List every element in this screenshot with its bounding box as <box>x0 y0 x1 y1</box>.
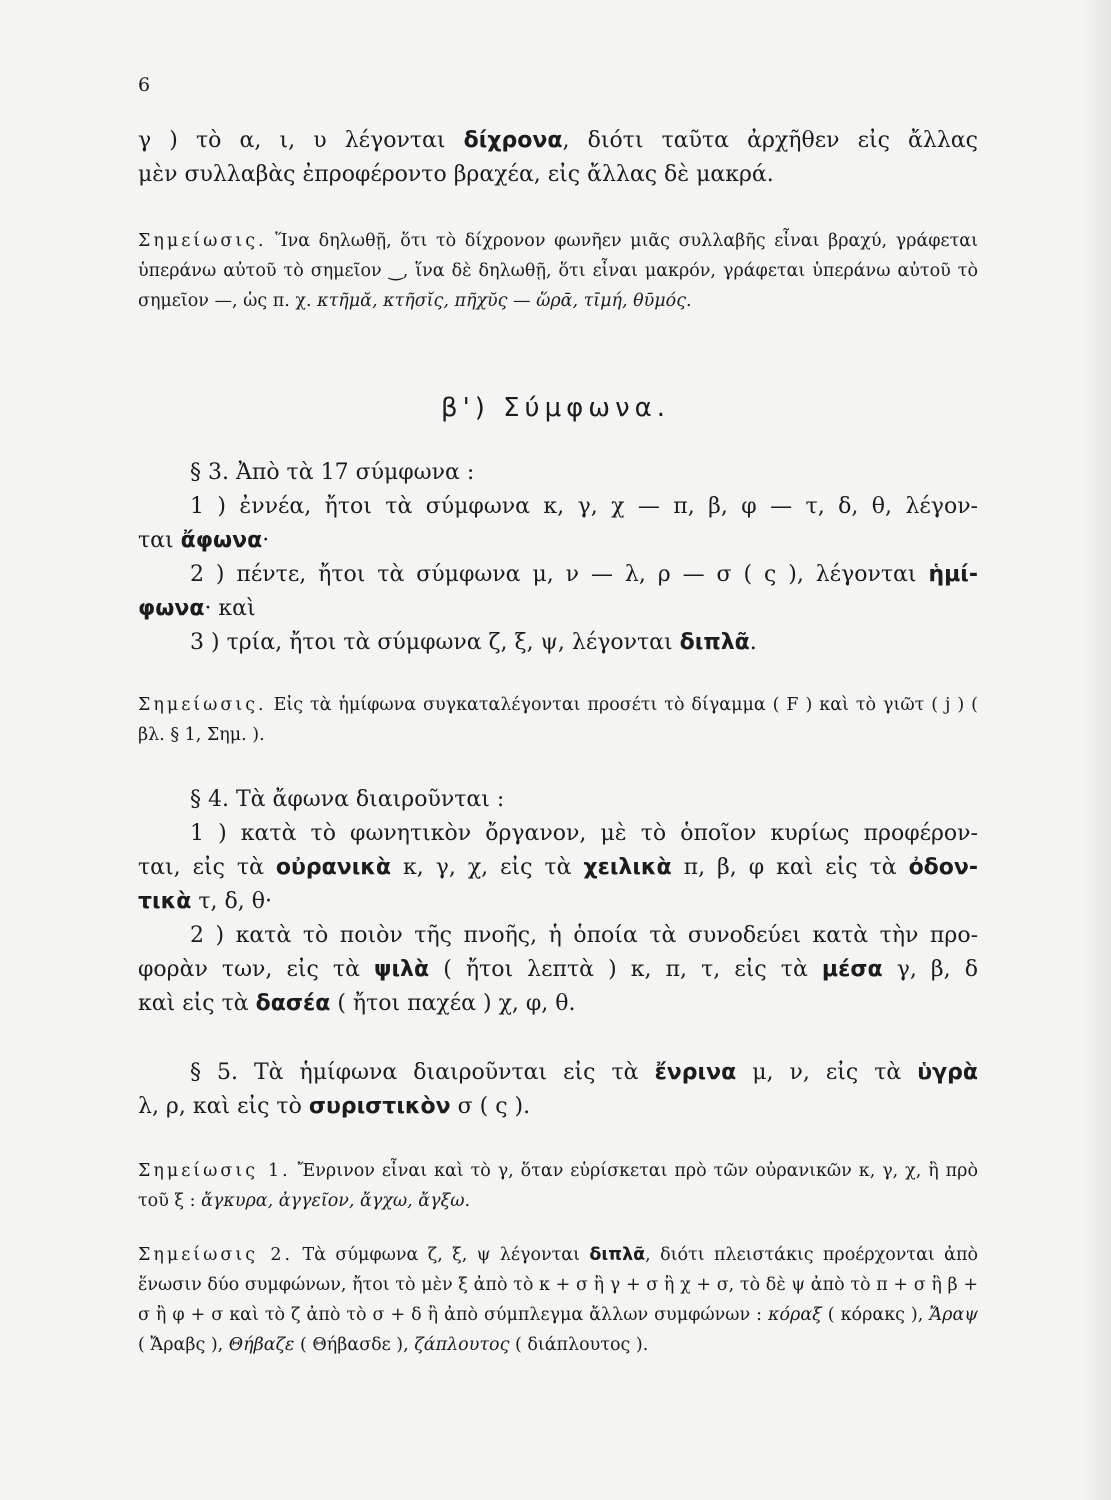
section-heading: β') Σύμφωνα. <box>440 393 670 423</box>
bold-term-mesa: μέσα <box>821 957 883 982</box>
section-4-title: § 4. Τὰ ἄφωνα διαιροῦνται : <box>190 787 505 812</box>
note-1-examples: κτῆμᾰ, κτῆσῐς, πῆχῠς — ὥρᾱ, τῑμή, θῡμός. <box>317 291 692 311</box>
note-4-label: Σημείωσις 2. <box>138 1245 294 1265</box>
note-2-text: Εἰς τὰ ἡμίφωνα συγκαταλέγονται προσέτι τὸ δίγαμμα ( F ) καὶ τὸ γιῶτ ( j ) ( βλ. § 1, Σημ. ). <box>138 695 978 745</box>
section-4-b-line-3: καὶ εἰς τὰ δασέα ( ἤτοι παχέα ) χ, φ, θ. <box>138 991 576 1016</box>
bold-term-dipla-note: διπλᾶ <box>589 1245 646 1265</box>
bold-term-hemiphona-2: φωνα <box>138 596 205 621</box>
section-3-item-2a: 2 ) πέντε, ἤτοι τὰ σύμφωνα μ, ν — λ, ρ — σ ( ς ), λέγονται ἡμί- <box>190 562 978 587</box>
bold-term-ouranika: οὐρανικὰ <box>275 855 392 880</box>
bold-term-dasea: δασέα <box>255 991 331 1016</box>
bold-term-hygra: ὑγρὰ <box>917 1060 979 1085</box>
note-1-label: Σημείωσις. <box>138 231 267 251</box>
section-3-item-1a: 1 ) ἐννέα, ἤτοι τὰ σύμφωνα κ, γ, χ — π, β, φ — τ, δ, θ, λέγον- <box>190 494 978 519</box>
section-3-item-1b: ται ἄφωνα· <box>138 528 270 553</box>
example-thebaze: Θήβαζε <box>228 1335 295 1355</box>
section-4-a-line-2: ται, εἰς τὰ οὐρανικὰ κ, γ, χ, εἰς τὰ χειλικὰ π, β, φ καὶ εἰς τὰ ὀδον- <box>138 855 979 880</box>
section-4 <box>138 783 978 1021</box>
gamma-line-1: γ ) τὸ α, ι, υ λέγονται δίχρονα, διότι ταῦτα ἀρχῆθεν εἰς ἄλλας <box>138 128 978 153</box>
section-5-line-1: § 5. Τὰ ἡμίφωνα διαιροῦνται εἰς τὰ ἔνρινα μ, ν, εἰς τὰ ὑγρὰ <box>190 1060 979 1085</box>
section-5 <box>138 1056 978 1124</box>
section-3-item-3: 3 ) τρία, ἤτοι τὰ σύμφωνα ζ, ξ, ψ, λέγονται διπλᾶ. <box>190 630 757 655</box>
section-4-a-line-3: τικὰ τ, δ, θ· <box>138 889 272 914</box>
bold-term-hemiphona-1: ἡμί- <box>928 562 978 587</box>
note-1-text: Ἵνα δηλωθῇ, ὅτι τὸ δίχρονον φωνῆεν μιᾶς συλλαβῆς εἶναι βραχύ, γράφεται ὑπεράνω αὐτοῦ τὸ σημεῖον ‿, ἵνα δὲ δηλωθῇ, ὅτι εἶναι μακρόν, γράφεται ὑπεράνω αὐτοῦ τὸ σημεῖον —, ὡς π. χ. <box>138 231 978 311</box>
section-4-b-line-1: 2 ) κατὰ τὸ ποιὸν τῆς πνοῆς, ἡ ὁποία τὰ συνοδεύει κατὰ τὴν προ- <box>190 923 978 948</box>
note-4: Σημείωσις 2. Τὰ σύμφωνα ζ, ξ, ψ λέγονται διπλᾶ, διότι πλειστάκις προέρχονται ἀπὸ ἕνωσιν δύο συμφώνων, ἤτοι τὸ μὲν ξ ἀπὸ τὸ κ + σ ἢ γ + σ ἢ χ + σ, τὸ δὲ ψ ἀπὸ τὸ π + σ ἢ β + σ ἢ φ + σ καὶ τὸ ζ ἀπὸ τὸ σ + δ ἢ ἀπὸ σύμπλεγμα ἄλλων συμφώνων : κόραξ ( κόρακς ), Ἄραψ ( Ἄραβς ), Θήβαζε ( Θήβασδε ), ζάπλουτος ( διάπλουτος ). <box>138 1245 978 1355</box>
bold-term-syristikon: συριστικὸν <box>308 1094 451 1119</box>
note-3 <box>138 1156 978 1216</box>
note-3-label: Σημείωσις 1. <box>138 1161 291 1181</box>
note-2-label: Σημείωσις. <box>138 695 267 715</box>
section-3-title: § 3. Ἀπὸ τὰ 17 σύμφωνα : <box>190 460 475 485</box>
bold-term-odontika-1: ὀδον- <box>908 855 979 880</box>
section-5-line-2: λ, ρ, καὶ εἰς τὸ συριστικὸν σ ( ς ). <box>138 1094 531 1119</box>
bold-term-dipla: διπλᾶ <box>679 630 750 655</box>
example-araps: Ἄραψ <box>929 1305 978 1325</box>
note-1 <box>138 226 978 316</box>
bold-term-enrina: ἔνρινα <box>654 1060 737 1085</box>
section-3-item-2b: φωνα· καὶ <box>138 596 256 621</box>
gamma-paragraph <box>138 124 978 192</box>
section-4-b-line-2: φορὰν των, εἰς τὰ ψιλὰ ( ἤτοι λεπτὰ ) κ, π, τ, εἰς τὰ μέσα γ, β, δ <box>138 957 978 982</box>
page-number: 6 <box>138 74 151 96</box>
gamma-line-2: μὲν συλλαβὰς ἐπροφέροντο βραχέα, εἰς ἄλλας δὲ μακρά. <box>138 162 774 187</box>
bold-term-psila: ψιλὰ <box>374 957 430 982</box>
bold-term-dichrona: δίχρονα <box>463 128 563 153</box>
example-zaploutos: ζάπλουτος <box>414 1335 510 1355</box>
section-4-a-line-1: 1 ) κατὰ τὸ φωνητικὸν ὄργανον, μὲ τὸ ὁποῖον κυρίως προφέρον- <box>190 821 978 846</box>
section-3 <box>138 456 978 660</box>
bold-term-cheilika: χειλικὰ <box>583 855 672 880</box>
example-korax: κόραξ <box>768 1305 822 1325</box>
scan-edge-shadow <box>1081 0 1111 1500</box>
note-2 <box>138 690 978 750</box>
bold-term-aphona: ἄφωνα <box>180 528 263 553</box>
note-3-text: Ἔνρινον εἶναι καὶ τὸ γ, ὅταν εὑρίσκεται πρὸ τῶν οὐρανικῶν κ, γ, χ, ἢ πρὸ τοῦ ξ : <box>138 1161 979 1211</box>
note-3-examples: ἄγκυρα, ἀγγεῖον, ἄγχω, ἄγξω. <box>201 1191 471 1211</box>
bold-term-odontika-2: τικὰ <box>138 889 192 914</box>
